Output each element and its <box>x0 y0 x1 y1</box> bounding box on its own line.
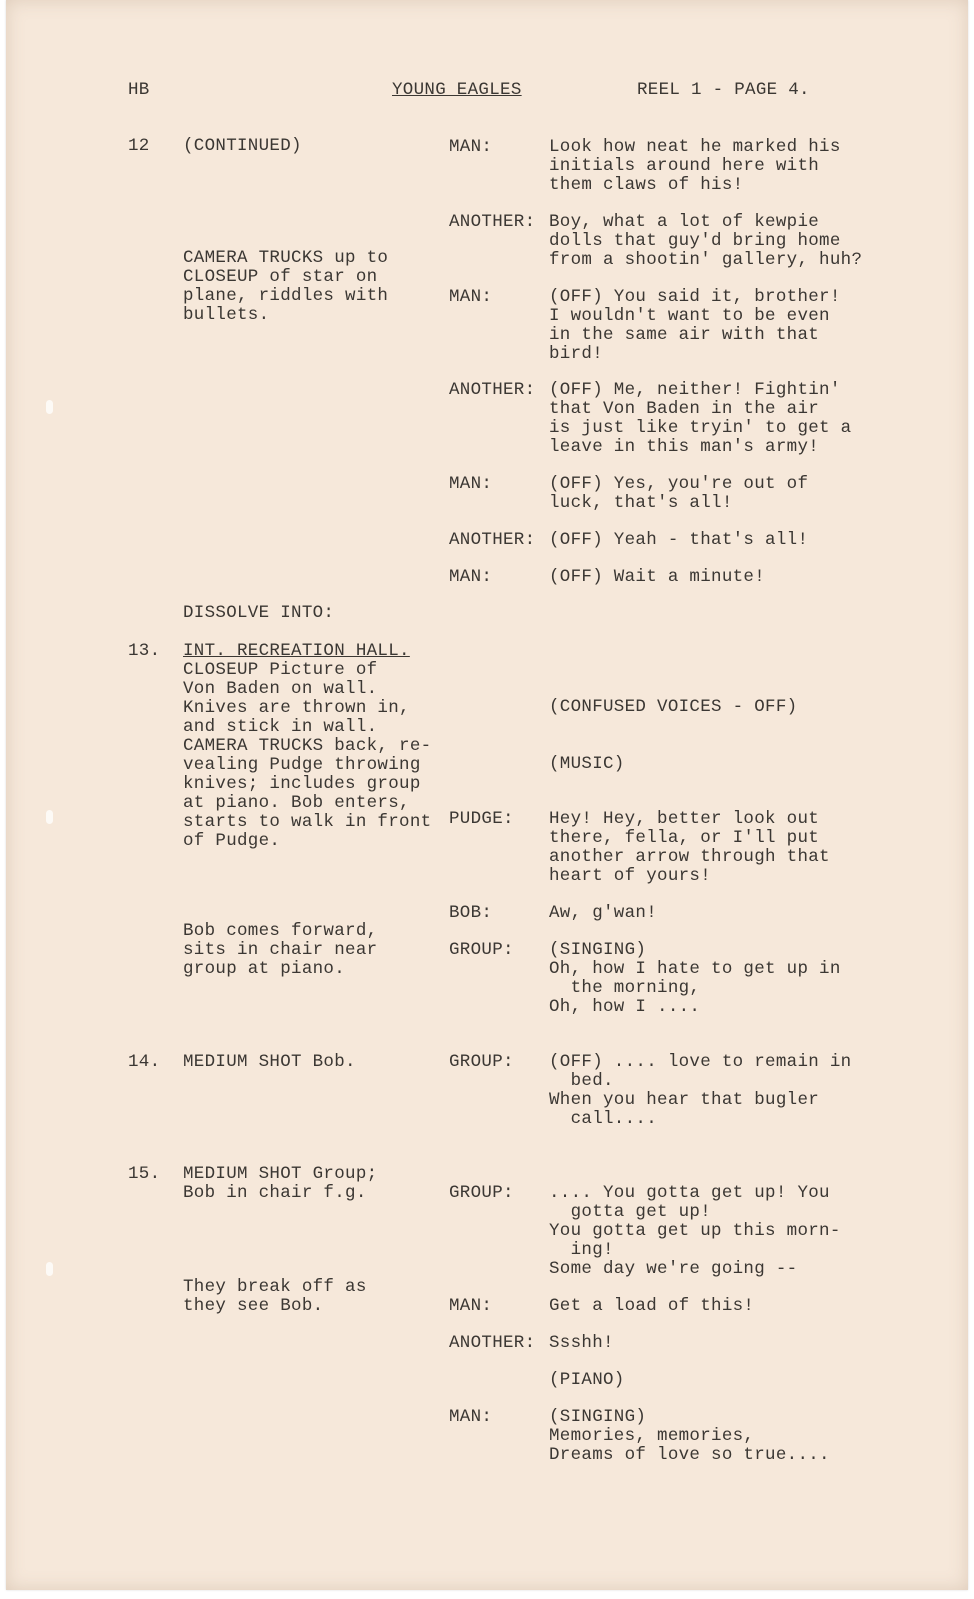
dialogue-speaker: MAN: <box>449 567 493 587</box>
dialogue-line: Boy, what a lot of kewpie dolls that guy'd bring home from a shootin' gallery, huh? <box>549 212 863 270</box>
dialogue-line: (SINGING) Memories, memories, Dreams of love so true.... <box>549 1407 830 1465</box>
scene-action: CLOSEUP Picture of Von Baden on wall. Knives are thrown in, and stick in wall. CAMERA TRUCKS back, re- vealing Pudge throwing knives; includes group at piano. Bob enters, starts to walk in front of Pudge. <box>183 660 432 851</box>
dialogue-line: (SINGING) Oh, how I hate to get up in the morning, Oh, how I .... <box>549 940 841 1017</box>
scene-action: Bob comes forward, sits in chair near group at piano. <box>183 921 378 979</box>
dialogue-line: (MUSIC) <box>549 754 625 774</box>
dialogue-speaker: GROUP: <box>449 1183 514 1203</box>
scene-action: They break off as they see Bob. <box>183 1277 367 1316</box>
dialogue-line: (OFF) Yes, you're out of luck, that's all! <box>549 474 809 513</box>
dialogue-speaker: ANOTHER: <box>449 530 536 550</box>
paper-hole <box>46 400 53 414</box>
scene-action: CAMERA TRUCKS up to CLOSEUP of star on plane, riddles with bullets. <box>183 248 389 325</box>
dialogue-line: (OFF) .... love to remain in bed. When you hear that bugler call.... <box>549 1052 852 1129</box>
dialogue-line: (OFF) You said it, brother! I wouldn't want to be even in the same air with that bird! <box>549 287 841 364</box>
scene-action: MEDIUM SHOT Group; Bob in chair f.g. <box>183 1164 378 1203</box>
dialogue-speaker: BOB: <box>449 903 493 923</box>
dialogue-line: (CONFUSED VOICES - OFF) <box>549 697 798 717</box>
header-code: HB <box>128 80 150 100</box>
transition: DISSOLVE INTO: <box>183 603 335 623</box>
dialogue-speaker: MAN: <box>449 287 493 307</box>
dialogue-line: (OFF) Me, neither! Fightin' that Von Baden in the air is just like tryin' to get a leave in this man's army! <box>549 380 852 457</box>
scene-number: 13. <box>128 641 161 661</box>
dialogue-line: Look how neat he marked his initials around here with them claws of his! <box>549 137 841 195</box>
scene-action: (CONTINUED) <box>183 136 302 156</box>
dialogue-line: Hey! Hey, better look out there, fella, or I'll put another arrow through that heart of yours! <box>549 809 830 886</box>
dialogue-line: (PIANO) <box>549 1370 625 1390</box>
dialogue-line: .... You gotta get up! You gotta get up! You gotta get up this morn- ing! Some day we're going -- <box>549 1183 841 1279</box>
scene-action: MEDIUM SHOT Bob. <box>183 1052 356 1072</box>
dialogue-line: Get a load of this! <box>549 1296 755 1316</box>
dialogue-speaker: MAN: <box>449 1296 493 1316</box>
reel-page-number: REEL 1 - PAGE 4. <box>637 80 810 100</box>
dialogue-speaker: MAN: <box>449 1407 493 1427</box>
paper-hole <box>46 1262 53 1276</box>
scene-heading: INT. RECREATION HALL. <box>183 641 410 661</box>
scene-number: 15. <box>128 1164 161 1184</box>
dialogue-speaker: MAN: <box>449 137 493 157</box>
dialogue-speaker: GROUP: <box>449 940 514 960</box>
dialogue-line: (OFF) Yeah - that's all! <box>549 530 809 550</box>
dialogue-speaker: ANOTHER: <box>449 1333 536 1353</box>
page-title: YOUNG EAGLES <box>392 80 522 100</box>
scene-number: 12 <box>128 136 150 156</box>
dialogue-speaker: ANOTHER: <box>449 380 536 400</box>
dialogue-line: (OFF) Wait a minute! <box>549 567 766 587</box>
dialogue-speaker: PUDGE: <box>449 809 514 829</box>
scene-number: 14. <box>128 1052 161 1072</box>
dialogue-speaker: MAN: <box>449 474 493 494</box>
dialogue-line: Aw, g'wan! <box>549 903 658 923</box>
dialogue-speaker: ANOTHER: <box>449 212 536 232</box>
dialogue-speaker: GROUP: <box>449 1052 514 1072</box>
dialogue-line: Ssshh! <box>549 1333 614 1353</box>
paper-hole <box>46 810 53 824</box>
